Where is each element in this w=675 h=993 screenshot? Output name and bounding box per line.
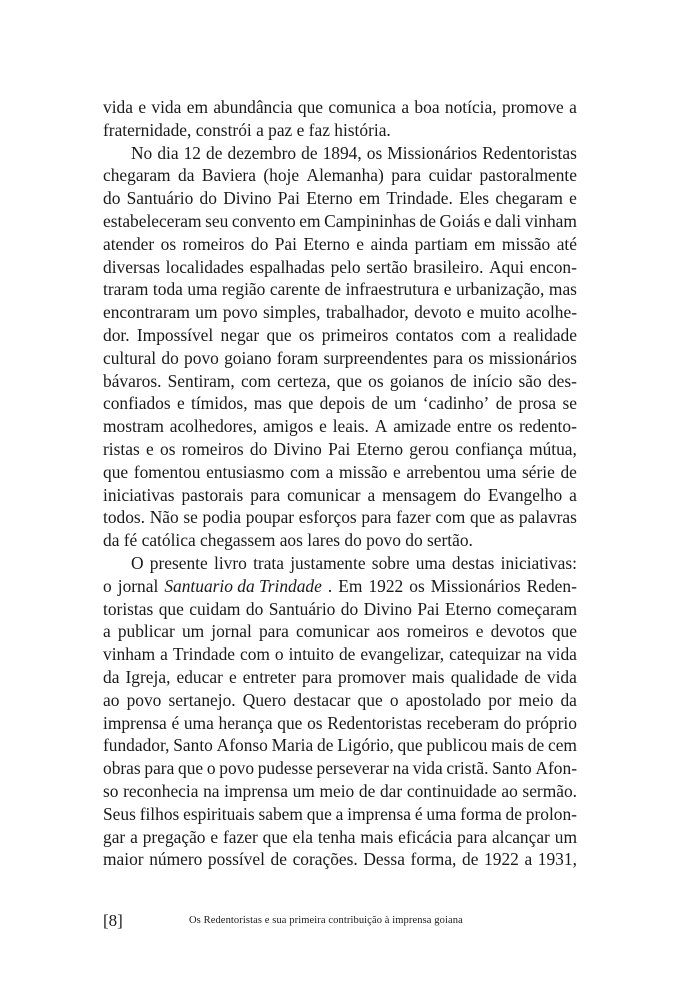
text-line: No dia 12 de dezembro de 1894, os Missionários Redentoristas <box>131 142 577 163</box>
text-line: Seus filhos espirituais sabem que a imprensa é uma forma de prolon- <box>103 803 577 824</box>
text-line: dor. Impossível negar que os primeiros contatos com a realidade <box>103 324 577 345</box>
text-line: ristas e os romeiros do Divino Pai Eterno gerou confiança mútua, <box>103 438 577 459</box>
text-line: encontraram um povo simples, trabalhador, devoto e muito acolhe- <box>103 302 577 323</box>
body-text <box>103 96 577 871</box>
text-line: chegaram da Baviera (hoje Alemanha) para cuidar pastoralmente <box>103 165 577 186</box>
text-line: todos. Não se podia poupar esforços para fazer com que as palavras <box>103 507 577 528</box>
text-line: O presente livro trata justamente sobre uma destas iniciativas: <box>131 552 577 573</box>
text-line: obras para que o povo pudesse perseverar na vida cristã. Santo Afon- <box>103 758 577 779</box>
text-line: maior número possível de corações. Dessa forma, de 1922 a 1931, <box>103 849 577 870</box>
text-line: vida e vida em abundância que comunica a boa notícia, promove a <box>103 97 577 117</box>
text-line: mostram acolhedores, amigos e leais. A amizade entre os redento- <box>103 416 577 437</box>
text-line: da Igreja, educar e entreter para promover mais qualidade de vida <box>103 666 577 687</box>
page-footer <box>103 911 577 931</box>
text-line: imprensa é uma herança que os Redentoristas receberam do próprio <box>103 712 577 733</box>
text-line: o jornal Santuario da Trindade . Em 1922 os Missionários Reden- <box>103 575 577 596</box>
text-line: cultural do povo goiano foram surpreendentes para os missionários <box>103 347 577 368</box>
running-title: Os Redentoristas e sua primeira contribuição à imprensa goiana <box>189 915 463 926</box>
text-line: iniciativas pastorais para comunicar a mensagem do Evangelho a <box>103 484 577 505</box>
text-line: a publicar um jornal para comunicar aos romeiros e devotos que <box>103 621 577 642</box>
text-line: vinham a Trindade com o intuito de evangelizar, catequizar na vida <box>103 644 577 665</box>
text-line: fraternidade, constrói a paz e faz história. <box>103 119 391 140</box>
text-line: traram toda uma região carente de infraestrutura e urbanização, mas <box>103 279 577 300</box>
text-line: confiados e tímidos, mas que depois de um ‘cadinho’ de prosa se <box>103 393 577 414</box>
text-line: fundador, Santo Afonso Maria de Ligório, que publicou mais de cem <box>103 735 577 756</box>
text-line: ao povo sertanejo. Quero destacar que o apostolado por meio da <box>103 689 577 710</box>
text-line: diversas localidades espalhadas pelo sertão brasileiro. Aqui encon- <box>103 256 577 277</box>
text-line: gar a pregação e fazer que ela tenha mais eficácia para alcançar um <box>103 826 577 847</box>
text-line: atender os romeiros do Pai Eterno e ainda partiam em missão até <box>103 233 577 254</box>
text-line: bávaros. Sentiram, com certeza, que os goianos de início são des- <box>103 370 577 391</box>
text-line: toristas que cuidam do Santuário do Divino Pai Eterno começaram <box>103 598 577 619</box>
text-line: da fé católica chegassem aos lares do povo do sertão. <box>103 530 473 551</box>
text-line: estabeleceram seu convento em Campininhas de Goiás e dali vinham <box>103 210 577 231</box>
page-number: [8] <box>103 911 123 930</box>
text-line: que fomentou entusiasmo com a missão e arrebentou uma série de <box>103 461 577 482</box>
text-line: do Santuário do Divino Pai Eterno em Trindade. Eles chegaram e <box>103 188 577 209</box>
text-line: so reconhecia na imprensa um meio de dar continuidade ao sermão. <box>103 780 577 801</box>
